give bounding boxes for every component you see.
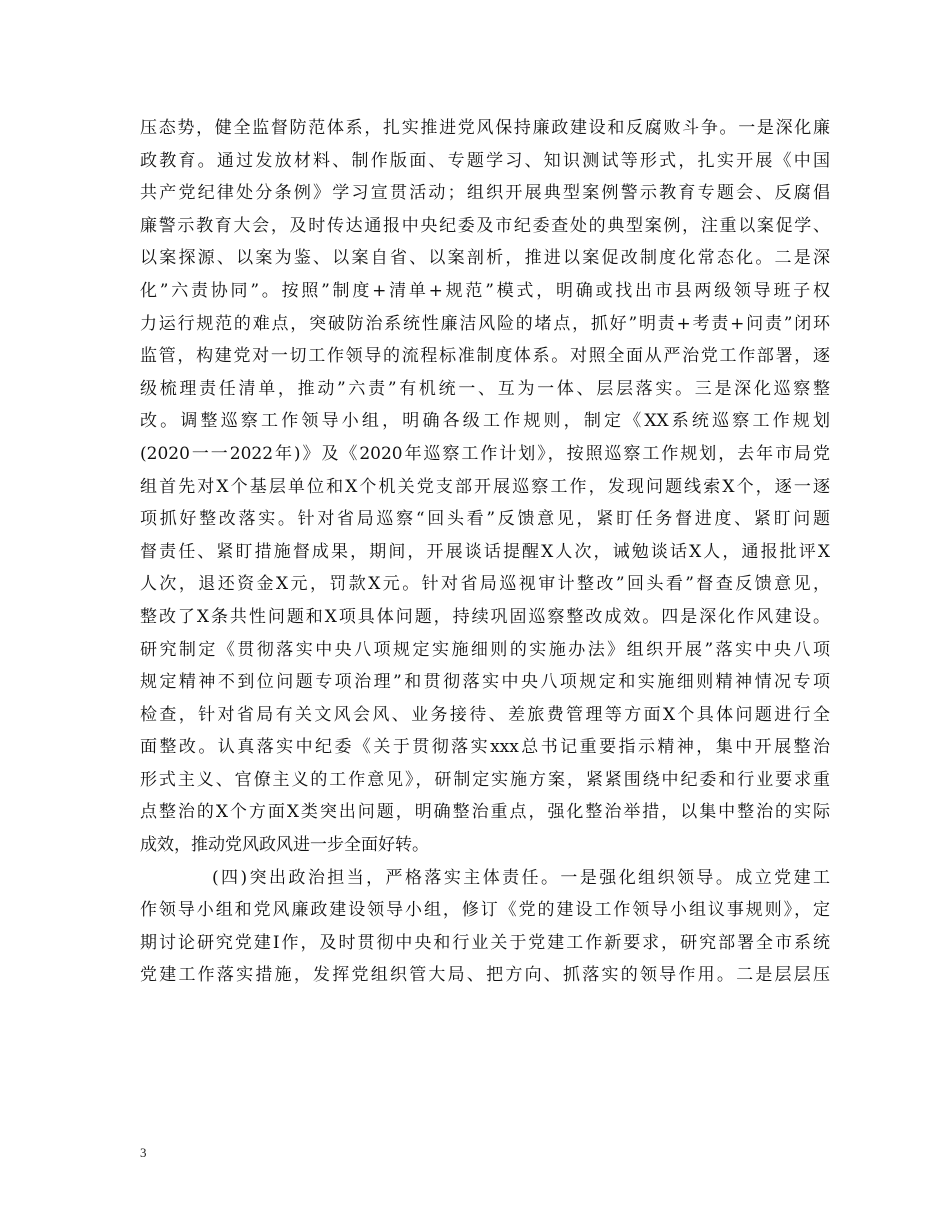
text-line: 面整改。认真落实中纪委《关于贯彻落实xxx总书记重要指示精神，集中开展整治 <box>140 737 830 758</box>
text-line: 压态势，健全监督防范体系，扎实推进党风保持廉政建设和反腐败斗争。一是深化廉 <box>140 118 830 138</box>
text-line: 期讨论研究党建I作，及时贯彻中央和行业关于党建工作新要求，研究部署全市系统 <box>140 932 830 953</box>
text-line: 改。调整巡察工作领导小组，明确各级工作规则，制定《XX系统巡察工作规划 <box>140 411 830 432</box>
text-line: 研究制定《贯彻落实中央八项规定实施细则的实施办法》组织开展”落实中央八项 <box>140 639 830 660</box>
text-line: 力运行规范的难点，突破防治系统性廉洁风险的堵点，抓好”明责+考责+问责”闭环 <box>140 313 830 334</box>
text-line: 项抓好整改落实。针对省局巡察“回头看”反馈意见，紧盯任务督进度、紧盯问题 <box>140 509 830 530</box>
text-line: 督责任、紧盯措施督成果，期间，开展谈话提醒X人次，诫勉谈话X人，通报批评X <box>140 541 830 562</box>
text-line: 人次，退还资金X元，罚款X元。针对省局巡视审计整改”回头看”督查反馈意见， <box>140 574 830 595</box>
text-line: 廉警示教育大会，及时传达通报中央纪委及市纪委查处的典型案例，注重以案促学、 <box>140 215 830 236</box>
text-line: 监管，构建党对一切工作领导的流程标准制度体系。对照全面从严治党工作部署，逐 <box>140 346 830 367</box>
text-line: 政教育。通过发放材料、制作版面、专题学习、知识测试等形式，扎实开展《中国 <box>140 150 830 171</box>
paragraph-end-line: 成效，推动党风政风进一步全面好转。 <box>140 835 429 856</box>
text-line: 以案探源、以案为鉴、以案自省、以案剖析，推进以案促改制度化常态化。二是深 <box>140 248 830 269</box>
text-line: 整改了X条共性问题和X项具体问题，持续巩固巡察整改成效。四是深化作风建设。 <box>140 606 830 627</box>
document-body <box>140 112 830 992</box>
text-line: 组首先对X个基层单位和X个机关党支部开展巡察工作，发现问题线索X个，逐一逐 <box>140 476 830 497</box>
text-line: 作领导小组和党风廉政建设领导小组，修订《党的建设工作领导小组议事规则》，定 <box>140 900 830 921</box>
text-line: 级梳理责任清单，推动”六责”有机统一、互为一体、层层落实。三是深化巡察整 <box>140 378 830 399</box>
text-line: 检查，针对省局有关文风会风、业务接待、差旅费管理等方面X个具体问题进行全 <box>140 704 830 725</box>
text-line: 形式主义、官僚主义的工作意见》，研制定实施方案，紧紧围绕中纪委和行业要求重 <box>140 769 830 790</box>
text-line: (2020一一2022年)》及《2020年巡察工作计划》，按照巡察工作规划，去年市局党 <box>140 443 830 464</box>
text-line: 化”六责协同”。按照”制度+清单+规范”模式，明确或找出市县两级领导班子权 <box>140 280 830 301</box>
text-line: 规定精神不到位问题专项治理”和贯彻落实中央八项规定和实施细则精神情况专项 <box>140 672 830 693</box>
text-line: 点整治的X个方面X类突出问题，明确整治重点，强化整治举措，以集中整治的实际 <box>140 802 830 823</box>
section-heading-line: (四)突出政治担当，严格落实主体责任。一是强化组织领导。成立党建工 <box>212 867 830 888</box>
page-number: 3 <box>140 1145 147 1160</box>
text-line: 共产党纪律处分条例》学习宣贯活动；组织开展典型案例警示教育专题会、反腐倡 <box>140 183 830 204</box>
text-line: 党建工作落实措施，发挥党组织管大局、把方向、抓落实的领导作用。二是层层压 <box>140 965 830 986</box>
